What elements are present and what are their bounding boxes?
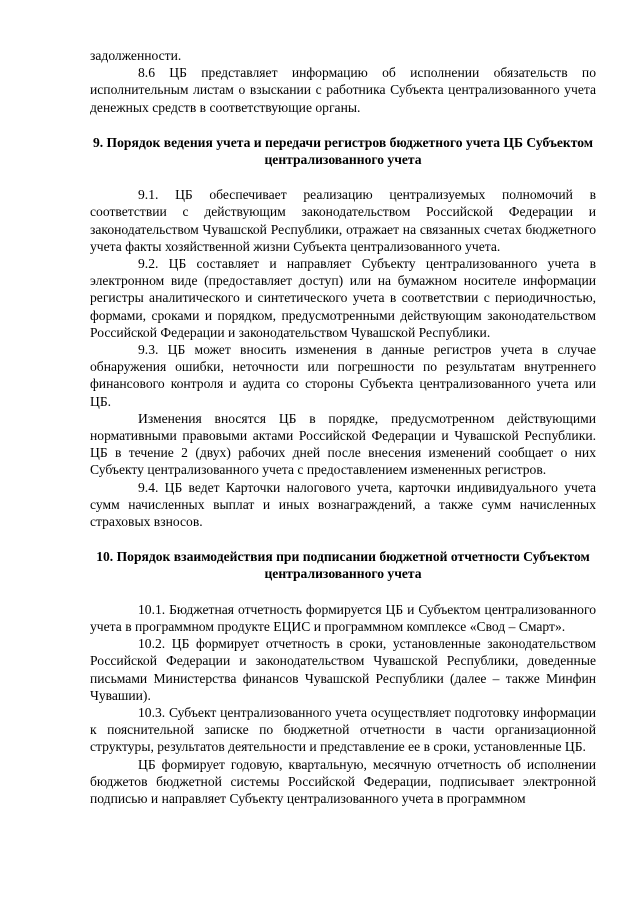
paragraph-10-3-reporting: ЦБ формирует годовую, квартальную, месячную отчетность об исполнении бюджетов бюджетной системы Российской Федерации, подписывает электронной подписью и направляет Субъекту централизованного учета в программном xyxy=(90,756,596,806)
heading-section-9: 9. Порядок ведения учета и передачи регистров бюджетного учета ЦБ Субъектом централизованного учета xyxy=(92,134,594,168)
spacer xyxy=(90,530,596,548)
paragraph-10-2: 10.2. ЦБ формирует отчетность в сроки, установленные законодательством Российской Федерации и законодательством Чувашской Республики, доведенные письмами Министерства финансов Чувашской Республики (далее – также Минфин Чувашии). xyxy=(90,636,596,703)
paragraph-9-4: 9.4. ЦБ ведет Карточки налогового учета, карточки индивидуального учета сумм начисленных выплат и иных вознаграждений, а также сумм начисленных страховых взносов. xyxy=(90,479,596,530)
paragraph-top: задолженности. xyxy=(90,48,182,63)
paragraph-10-1: 10.1. Бюджетная отчетность формируется ЦБ и Субъектом централизованного учета в программном продукте ЕЦИС и программном комплексе «Свод – Смарт». xyxy=(90,601,596,634)
heading-section-10: 10. Порядок взаимодействия при подписании бюджетной отчетности Субъектом централизованного учета xyxy=(96,549,590,582)
paragraph-9-3-changes: Изменения вносятся ЦБ в порядке, предусмотренном действующими нормативными правовыми актами Российской Федерации и Чувашской Республики. ЦБ в течение 2 (двух) рабочих дней после внесения изменений сообщает о них Субъекту централизованного учета с предоставлением измененных регистров. xyxy=(90,410,596,478)
spacer xyxy=(90,116,596,134)
paragraph-10-3: 10.3. Субъект централизованного учета осуществляет подготовку информации к пояснительной записке по бюджетной отчетности в части организационной структуры, результатов деятельности и представление ее в сроки, установленные ЦБ. xyxy=(90,704,596,755)
spacer xyxy=(90,583,596,601)
paragraph-8-6: 8.6 ЦБ представляет информацию об исполнении обязательств по исполнительным листам о взыскании с работника Субъекта централизованного учета денежных средств в соответствующие органы. xyxy=(90,65,596,115)
paragraph-9-3: 9.3. ЦБ может вносить изменения в данные регистров учета в случае обнаружения ошибки, неточности или погрешности по результатам внутреннего финансового контроля и аудита со стороны Субъекта централизованного учета или ЦБ. xyxy=(90,342,596,409)
document-page xyxy=(90,47,596,807)
paragraph-9-1: 9.1. ЦБ обеспечивает реализацию централизуемых полномочий в соответствии с действующим законодательством Российской Федерации и законодательством Чувашской Республики, отражает на связанных счетах бюджетного учета факты хозяйственной жизни Субъекта централизованного учета. xyxy=(90,187,596,254)
spacer xyxy=(90,168,596,186)
paragraph-9-2: 9.2. ЦБ составляет и направляет Субъекту централизованного учета в электронном виде (предоставляет доступ) или на бумажном носителе информации регистры аналитического и синтетического учета в соответствии с периодичностью, формами, сроками и порядком, предусмотренными действующим законодательством Российской Федерации и законодательством Чувашской Республики. xyxy=(90,256,596,340)
